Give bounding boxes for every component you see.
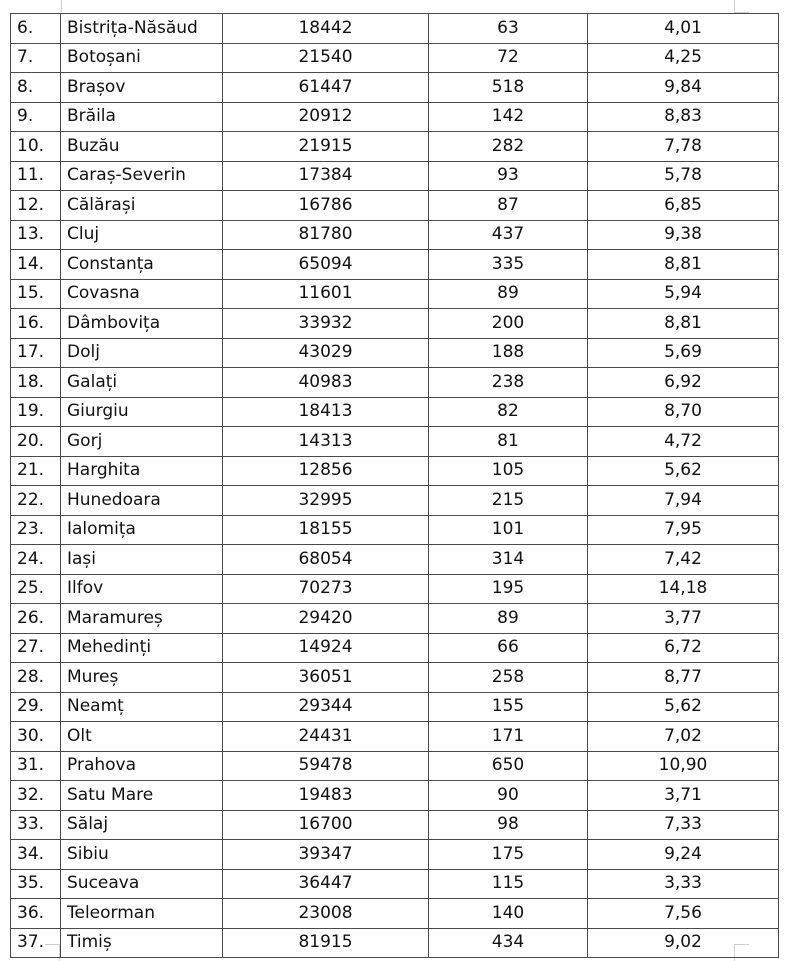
value-2-cell: 90 <box>429 781 588 811</box>
value-1-cell: 21540 <box>223 43 429 73</box>
value-2-cell: 175 <box>429 840 588 870</box>
table-row <box>11 250 779 280</box>
row-number-cell: 28. <box>11 663 61 693</box>
value-2-cell: 518 <box>429 73 588 103</box>
county-name-cell: Botoșani <box>61 43 223 73</box>
table-row <box>11 73 779 103</box>
value-3-cell: 7,94 <box>588 486 779 516</box>
value-1-cell: 16700 <box>223 810 429 840</box>
value-3-cell: 5,94 <box>588 279 779 309</box>
row-number-cell: 36. <box>11 899 61 929</box>
row-number-cell: 37. <box>11 928 61 958</box>
value-1-cell: 32995 <box>223 486 429 516</box>
county-name-cell: Caraș-Severin <box>61 161 223 191</box>
value-1-cell: 24431 <box>223 722 429 752</box>
value-3-cell: 8,77 <box>588 663 779 693</box>
table-row <box>11 486 779 516</box>
value-2-cell: 437 <box>429 220 588 250</box>
value-3-cell: 5,62 <box>588 692 779 722</box>
value-1-cell: 81915 <box>223 928 429 958</box>
value-1-cell: 36447 <box>223 869 429 899</box>
table-row <box>11 368 779 398</box>
value-2-cell: 93 <box>429 161 588 191</box>
value-1-cell: 36051 <box>223 663 429 693</box>
county-name-cell: Suceava <box>61 869 223 899</box>
value-3-cell: 4,72 <box>588 427 779 457</box>
value-2-cell: 89 <box>429 279 588 309</box>
value-2-cell: 87 <box>429 191 588 221</box>
value-2-cell: 115 <box>429 869 588 899</box>
value-1-cell: 12856 <box>223 456 429 486</box>
value-3-cell: 4,25 <box>588 43 779 73</box>
table-row <box>11 840 779 870</box>
county-name-cell: Brăila <box>61 102 223 132</box>
county-name-cell: Dâmbovița <box>61 309 223 339</box>
value-2-cell: 89 <box>429 604 588 634</box>
value-3-cell: 3,71 <box>588 781 779 811</box>
value-3-cell: 14,18 <box>588 574 779 604</box>
value-1-cell: 40983 <box>223 368 429 398</box>
value-2-cell: 105 <box>429 456 588 486</box>
value-3-cell: 9,38 <box>588 220 779 250</box>
table-row <box>11 633 779 663</box>
table-row <box>11 102 779 132</box>
row-number-cell: 32. <box>11 781 61 811</box>
row-number-cell: 11. <box>11 161 61 191</box>
county-name-cell: Gorj <box>61 427 223 457</box>
value-1-cell: 21915 <box>223 132 429 162</box>
value-2-cell: 650 <box>429 751 588 781</box>
row-number-cell: 18. <box>11 368 61 398</box>
value-3-cell: 6,92 <box>588 368 779 398</box>
county-name-cell: Timiș <box>61 928 223 958</box>
value-2-cell: 215 <box>429 486 588 516</box>
row-number-cell: 16. <box>11 309 61 339</box>
value-2-cell: 200 <box>429 309 588 339</box>
value-2-cell: 72 <box>429 43 588 73</box>
value-1-cell: 19483 <box>223 781 429 811</box>
row-number-cell: 26. <box>11 604 61 634</box>
page-corner-mark-top-left <box>45 0 62 12</box>
table-row <box>11 191 779 221</box>
table-row <box>11 928 779 958</box>
value-3-cell: 7,42 <box>588 545 779 575</box>
value-3-cell: 3,77 <box>588 604 779 634</box>
value-3-cell: 9,24 <box>588 840 779 870</box>
value-1-cell: 29420 <box>223 604 429 634</box>
row-number-cell: 13. <box>11 220 61 250</box>
county-name-cell: Covasna <box>61 279 223 309</box>
value-2-cell: 142 <box>429 102 588 132</box>
value-3-cell: 4,01 <box>588 14 779 44</box>
table-body <box>11 14 779 958</box>
value-3-cell: 9,02 <box>588 928 779 958</box>
county-name-cell: Buzău <box>61 132 223 162</box>
value-3-cell: 6,72 <box>588 633 779 663</box>
county-name-cell: Prahova <box>61 751 223 781</box>
value-3-cell: 7,33 <box>588 810 779 840</box>
value-1-cell: 14924 <box>223 633 429 663</box>
table-row <box>11 869 779 899</box>
table-row <box>11 604 779 634</box>
table-row <box>11 43 779 73</box>
county-data-table <box>10 13 779 958</box>
table-row <box>11 545 779 575</box>
row-number-cell: 27. <box>11 633 61 663</box>
value-3-cell: 7,78 <box>588 132 779 162</box>
value-1-cell: 18155 <box>223 515 429 545</box>
value-2-cell: 282 <box>429 132 588 162</box>
value-1-cell: 68054 <box>223 545 429 575</box>
value-3-cell: 5,78 <box>588 161 779 191</box>
row-number-cell: 9. <box>11 102 61 132</box>
value-3-cell: 5,69 <box>588 338 779 368</box>
table-row <box>11 220 779 250</box>
table-row <box>11 397 779 427</box>
value-2-cell: 258 <box>429 663 588 693</box>
table-row <box>11 692 779 722</box>
value-1-cell: 29344 <box>223 692 429 722</box>
county-name-cell: Constanța <box>61 250 223 280</box>
row-number-cell: 19. <box>11 397 61 427</box>
value-2-cell: 335 <box>429 250 588 280</box>
county-name-cell: Olt <box>61 722 223 752</box>
county-name-cell: Satu Mare <box>61 781 223 811</box>
value-3-cell: 8,83 <box>588 102 779 132</box>
row-number-cell: 29. <box>11 692 61 722</box>
value-1-cell: 70273 <box>223 574 429 604</box>
value-3-cell: 7,02 <box>588 722 779 752</box>
value-2-cell: 171 <box>429 722 588 752</box>
row-number-cell: 15. <box>11 279 61 309</box>
value-1-cell: 14313 <box>223 427 429 457</box>
value-2-cell: 434 <box>429 928 588 958</box>
table-row <box>11 427 779 457</box>
value-2-cell: 66 <box>429 633 588 663</box>
row-number-cell: 14. <box>11 250 61 280</box>
table-row <box>11 309 779 339</box>
county-name-cell: Bistrița-Năsăud <box>61 14 223 44</box>
value-1-cell: 61447 <box>223 73 429 103</box>
row-number-cell: 17. <box>11 338 61 368</box>
county-name-cell: Ialomița <box>61 515 223 545</box>
county-name-cell: Ilfov <box>61 574 223 604</box>
county-name-cell: Harghita <box>61 456 223 486</box>
table-row <box>11 338 779 368</box>
row-number-cell: 30. <box>11 722 61 752</box>
county-name-cell: Giurgiu <box>61 397 223 427</box>
row-number-cell: 34. <box>11 840 61 870</box>
county-name-cell: Teleorman <box>61 899 223 929</box>
value-1-cell: 81780 <box>223 220 429 250</box>
value-1-cell: 18413 <box>223 397 429 427</box>
table-row <box>11 663 779 693</box>
row-number-cell: 23. <box>11 515 61 545</box>
row-number-cell: 6. <box>11 14 61 44</box>
row-number-cell: 12. <box>11 191 61 221</box>
value-3-cell: 7,95 <box>588 515 779 545</box>
value-3-cell: 5,62 <box>588 456 779 486</box>
row-number-cell: 7. <box>11 43 61 73</box>
county-name-cell: Cluj <box>61 220 223 250</box>
value-1-cell: 16786 <box>223 191 429 221</box>
county-name-cell: Mehedinți <box>61 633 223 663</box>
row-number-cell: 33. <box>11 810 61 840</box>
row-number-cell: 20. <box>11 427 61 457</box>
value-1-cell: 43029 <box>223 338 429 368</box>
value-1-cell: 11601 <box>223 279 429 309</box>
table-row <box>11 279 779 309</box>
table-row <box>11 810 779 840</box>
value-2-cell: 195 <box>429 574 588 604</box>
value-1-cell: 33932 <box>223 309 429 339</box>
row-number-cell: 24. <box>11 545 61 575</box>
county-name-cell: Călărași <box>61 191 223 221</box>
value-3-cell: 8,70 <box>588 397 779 427</box>
county-name-cell: Maramureș <box>61 604 223 634</box>
table-row <box>11 574 779 604</box>
value-3-cell: 8,81 <box>588 309 779 339</box>
value-3-cell: 9,84 <box>588 73 779 103</box>
county-name-cell: Hunedoara <box>61 486 223 516</box>
value-1-cell: 65094 <box>223 250 429 280</box>
value-3-cell: 7,56 <box>588 899 779 929</box>
county-name-cell: Galați <box>61 368 223 398</box>
table-row <box>11 14 779 44</box>
county-name-cell: Neamț <box>61 692 223 722</box>
value-2-cell: 188 <box>429 338 588 368</box>
value-2-cell: 314 <box>429 545 588 575</box>
row-number-cell: 21. <box>11 456 61 486</box>
row-number-cell: 35. <box>11 869 61 899</box>
table-row <box>11 722 779 752</box>
value-1-cell: 59478 <box>223 751 429 781</box>
value-3-cell: 8,81 <box>588 250 779 280</box>
value-2-cell: 81 <box>429 427 588 457</box>
value-2-cell: 101 <box>429 515 588 545</box>
page-corner-mark-top-right <box>734 0 749 13</box>
row-number-cell: 10. <box>11 132 61 162</box>
row-number-cell: 25. <box>11 574 61 604</box>
value-2-cell: 140 <box>429 899 588 929</box>
value-1-cell: 18442 <box>223 14 429 44</box>
table-row <box>11 132 779 162</box>
value-1-cell: 39347 <box>223 840 429 870</box>
table-row <box>11 456 779 486</box>
county-name-cell: Mureș <box>61 663 223 693</box>
county-name-cell: Sibiu <box>61 840 223 870</box>
row-number-cell: 8. <box>11 73 61 103</box>
value-2-cell: 82 <box>429 397 588 427</box>
value-1-cell: 23008 <box>223 899 429 929</box>
value-2-cell: 63 <box>429 14 588 44</box>
value-2-cell: 98 <box>429 810 588 840</box>
county-name-cell: Dolj <box>61 338 223 368</box>
value-1-cell: 20912 <box>223 102 429 132</box>
value-2-cell: 155 <box>429 692 588 722</box>
table-row <box>11 781 779 811</box>
row-number-cell: 22. <box>11 486 61 516</box>
value-2-cell: 238 <box>429 368 588 398</box>
value-3-cell: 3,33 <box>588 869 779 899</box>
table-row <box>11 515 779 545</box>
county-name-cell: Brașov <box>61 73 223 103</box>
county-name-cell: Sălaj <box>61 810 223 840</box>
value-3-cell: 6,85 <box>588 191 779 221</box>
table-row <box>11 899 779 929</box>
county-name-cell: Iași <box>61 545 223 575</box>
value-1-cell: 17384 <box>223 161 429 191</box>
table-row <box>11 161 779 191</box>
row-number-cell: 31. <box>11 751 61 781</box>
table-row <box>11 751 779 781</box>
value-3-cell: 10,90 <box>588 751 779 781</box>
